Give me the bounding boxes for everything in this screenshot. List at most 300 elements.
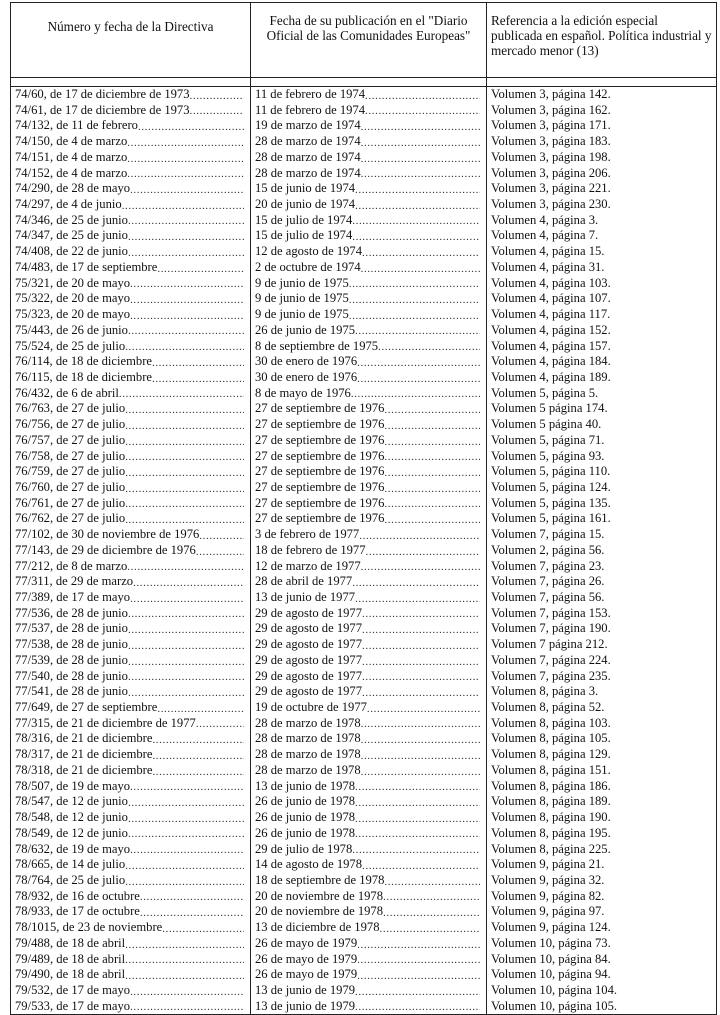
publication-date-cell-text: 29 de agosto de 1977 xyxy=(255,621,363,636)
publication-date-cell-text: 27 de septiembre de 1976 xyxy=(255,464,385,479)
edition-reference-cell xyxy=(487,150,717,166)
directive-cell xyxy=(11,637,251,653)
directive-cell xyxy=(11,496,251,512)
publication-date-cell-text: 13 de junio de 1977 xyxy=(255,590,356,604)
edition-reference-cell-text: Volumen 2, página 56. xyxy=(491,542,605,557)
table-row xyxy=(11,794,717,810)
edition-reference-cell-text: Volumen 7 página 212. xyxy=(491,637,608,652)
dot-leader xyxy=(357,357,480,370)
directive-cell xyxy=(11,621,251,637)
dot-leader xyxy=(361,121,480,134)
edition-reference-cell xyxy=(487,794,717,810)
publication-date-cell-text: 9 de junio de 1975 xyxy=(255,307,349,322)
directive-cell xyxy=(11,590,251,606)
publication-date-cell-text: 26 de junio de 1975 xyxy=(255,322,356,337)
dot-leader xyxy=(125,954,244,967)
directive-cell xyxy=(11,700,251,716)
directive-cell xyxy=(11,842,251,858)
dot-leader xyxy=(125,514,244,527)
publication-date-cell-text: 12 de marzo de 1977 xyxy=(255,558,361,573)
directive-cell xyxy=(11,433,251,449)
publication-date-cell xyxy=(251,684,487,700)
dot-leader xyxy=(355,813,480,826)
directive-cell-text: 77/649, de 27 de septiembre xyxy=(15,700,158,715)
publication-date-cell xyxy=(251,621,487,637)
directive-cell xyxy=(11,543,251,559)
edition-reference-cell xyxy=(487,543,717,559)
table-row xyxy=(11,763,717,779)
directive-cell-text: 76/115, de 18 de diciembre xyxy=(15,369,152,384)
dot-leader xyxy=(122,200,244,213)
table-row xyxy=(11,967,717,983)
publication-date-cell-text: 26 de mayo de 1979 xyxy=(255,967,358,982)
directive-cell xyxy=(11,464,251,480)
dot-leader xyxy=(351,388,480,401)
dot-leader xyxy=(130,184,244,197)
publication-date-cell xyxy=(251,763,487,779)
publication-date-cell-text: 27 de septiembre de 1976 xyxy=(255,495,385,510)
edition-reference-cell-text: Volumen 3, página 221. xyxy=(491,181,611,196)
publication-date-cell-text: 27 de septiembre de 1976 xyxy=(255,511,385,526)
table-row xyxy=(11,228,717,244)
dot-leader xyxy=(128,325,244,338)
dot-leader xyxy=(359,530,480,543)
dot-leader xyxy=(384,451,480,464)
edition-reference-cell-text: Volumen 7, página 235. xyxy=(491,668,611,683)
directive-cell xyxy=(11,653,251,669)
directive-cell xyxy=(11,731,251,747)
dot-leader xyxy=(349,278,480,291)
publication-date-cell-text: 29 de agosto de 1977 xyxy=(255,684,363,699)
directive-cell-text: 74/60, de 17 de diciembre de 1973 xyxy=(15,87,190,101)
dot-leader xyxy=(367,703,480,716)
directive-cell-text: 76/756, de 27 de julio xyxy=(15,417,126,432)
dot-leader xyxy=(140,907,244,920)
directive-cell-text: 76/761, de 27 de julio xyxy=(15,495,126,510)
edition-reference-cell xyxy=(487,244,717,260)
edition-reference-cell-text: Volumen 10, página 84. xyxy=(491,951,611,966)
edition-reference-cell xyxy=(487,684,717,700)
publication-date-cell xyxy=(251,401,487,417)
dot-leader xyxy=(128,828,244,841)
edition-reference-cell xyxy=(487,417,717,433)
directive-cell-text: 74/347, de 25 de junio xyxy=(15,228,128,243)
edition-reference-cell-text: Volumen 7, página 224. xyxy=(491,652,611,667)
directive-cell xyxy=(11,307,251,323)
publication-date-cell xyxy=(251,496,487,512)
table-row xyxy=(11,920,717,936)
directive-cell-text: 76/760, de 27 de julio xyxy=(15,479,126,494)
table-row xyxy=(11,700,717,716)
dot-leader xyxy=(128,231,244,244)
table-row xyxy=(11,999,717,1015)
table-row xyxy=(11,323,717,339)
publication-date-cell-text: 28 de marzo de 1978 xyxy=(255,762,361,777)
dot-leader xyxy=(355,200,480,213)
publication-date-cell-text: 27 de septiembre de 1976 xyxy=(255,401,385,416)
directive-cell-text: 78/507, de 19 de mayo xyxy=(15,778,131,793)
directive-cell-text: 76/759, de 27 de julio xyxy=(15,464,126,479)
edition-reference-cell xyxy=(487,511,717,527)
directive-cell xyxy=(11,920,251,936)
publication-date-cell xyxy=(251,134,487,150)
edition-reference-cell xyxy=(487,134,717,150)
edition-reference-cell-text: Volumen 9, página 21. xyxy=(491,857,605,872)
edition-reference-cell xyxy=(487,103,717,119)
publication-date-cell xyxy=(251,842,487,858)
directive-cell xyxy=(11,417,251,433)
publication-date-cell xyxy=(251,747,487,763)
edition-reference-cell xyxy=(487,904,717,920)
dot-leader xyxy=(384,420,480,433)
directive-cell xyxy=(11,213,251,229)
edition-reference-cell-text: Volumen 3, página 183. xyxy=(491,134,611,149)
edition-reference-cell xyxy=(487,889,717,905)
directive-cell xyxy=(11,999,251,1015)
table-row xyxy=(11,857,717,873)
directive-cell xyxy=(11,606,251,622)
directive-cell-text: 76/762, de 27 de julio xyxy=(15,511,126,526)
edition-reference-cell xyxy=(487,401,717,417)
dot-leader xyxy=(130,593,244,606)
table-row xyxy=(11,181,717,197)
publication-date-cell-text: 2 de octubre de 1974 xyxy=(255,259,361,274)
directive-cell-text: 78/632, de 19 de mayo xyxy=(15,841,131,856)
publication-date-cell-text: 28 de marzo de 1974 xyxy=(255,165,361,180)
edition-reference-cell xyxy=(487,700,717,716)
table-row xyxy=(11,936,717,952)
table-row xyxy=(11,370,717,386)
publication-date-cell xyxy=(251,527,487,543)
directive-cell xyxy=(11,794,251,810)
directive-cell-text: 79/532, de 17 de mayo xyxy=(15,982,131,997)
edition-reference-cell-text: Volumen 4, página 117. xyxy=(491,307,611,322)
edition-reference-cell xyxy=(487,496,717,512)
edition-reference-cell-text: Volumen 9, página 82. xyxy=(491,888,605,903)
table-row xyxy=(11,574,717,590)
edition-reference-cell-text: Volumen 4, página 3. xyxy=(491,212,599,227)
dot-leader xyxy=(352,215,480,228)
dot-leader xyxy=(362,656,480,669)
dot-leader xyxy=(362,608,480,621)
dot-leader xyxy=(384,483,480,496)
directive-cell xyxy=(11,826,251,842)
publication-date-cell xyxy=(251,197,487,213)
edition-reference-cell xyxy=(487,118,717,134)
dot-leader xyxy=(362,624,480,637)
dot-leader xyxy=(383,891,480,904)
edition-reference-cell-text: Volumen 5, página 110. xyxy=(491,464,611,479)
edition-reference-cell-text: Volumen 4, página 184. xyxy=(491,354,611,369)
edition-reference-cell-text: Volumen 5, página 93. xyxy=(491,448,605,463)
dot-leader xyxy=(196,546,244,559)
dot-leader xyxy=(190,105,244,118)
directive-cell-text: 77/539, de 28 de junio xyxy=(15,652,128,667)
directive-cell-text: 75/322, de 20 de mayo xyxy=(15,291,131,306)
publication-date-cell xyxy=(251,952,487,968)
edition-reference-cell xyxy=(487,574,717,590)
dot-leader xyxy=(361,168,480,181)
directive-cell-text: 79/490, de 18 de abril xyxy=(15,967,126,982)
directive-cell xyxy=(11,228,251,244)
publication-date-cell xyxy=(251,590,487,606)
table-row xyxy=(11,559,717,575)
table-row xyxy=(11,339,717,355)
dot-leader xyxy=(130,844,244,857)
edition-reference-cell-text: Volumen 4, página 7. xyxy=(491,228,599,243)
directive-cell-text: 78/547, de 12 de junio xyxy=(15,794,128,809)
directive-cell xyxy=(11,166,251,182)
edition-reference-cell-text: Volumen 5, página 71. xyxy=(491,432,605,447)
table-row xyxy=(11,291,717,307)
publication-date-cell xyxy=(251,543,487,559)
directive-cell-text: 77/538, de 28 de junio xyxy=(15,637,128,652)
dot-leader xyxy=(190,90,244,103)
dot-leader xyxy=(128,813,244,826)
edition-reference-cell-text: Volumen 3, página 230. xyxy=(491,197,611,212)
publication-date-cell-text: 28 de marzo de 1978 xyxy=(255,747,361,762)
publication-date-cell xyxy=(251,480,487,496)
header-spacer xyxy=(11,78,717,87)
directive-cell xyxy=(11,103,251,119)
edition-reference-cell xyxy=(487,669,717,685)
directive-cell-text: 78/933, de 17 de octubre xyxy=(15,904,140,919)
edition-reference-cell xyxy=(487,527,717,543)
dot-leader xyxy=(125,404,244,417)
publication-date-cell-text: 27 de septiembre de 1976 xyxy=(255,432,385,447)
dot-leader xyxy=(384,498,480,511)
directive-cell xyxy=(11,967,251,983)
dot-leader xyxy=(157,263,244,276)
edition-reference-cell xyxy=(487,873,717,889)
publication-date-cell-text: 29 de agosto de 1977 xyxy=(255,668,363,683)
table-row xyxy=(11,150,717,166)
directive-cell-text: 78/316, de 21 de diciembre xyxy=(15,731,153,746)
directive-cell-text: 78/932, de 16 de octubre xyxy=(15,888,140,903)
dot-leader xyxy=(128,624,244,637)
edition-reference-cell-text: Volumen 10, página 105. xyxy=(491,998,618,1013)
dot-leader xyxy=(378,341,480,354)
publication-date-cell-text: 26 de junio de 1978 xyxy=(255,810,356,825)
edition-reference-cell xyxy=(487,842,717,858)
publication-date-cell xyxy=(251,354,487,370)
publication-date-cell xyxy=(251,999,487,1015)
publication-date-cell-text: 18 de septiembre de 1978 xyxy=(255,872,385,887)
edition-reference-cell-text: Volumen 7, página 26. xyxy=(491,574,605,589)
directive-cell-text: 74/297, de 4 de junio xyxy=(15,197,122,212)
publication-date-cell xyxy=(251,779,487,795)
directive-cell-text: 77/102, de 30 de noviembre de 1976 xyxy=(15,527,200,542)
edition-reference-cell xyxy=(487,747,717,763)
dot-leader xyxy=(128,656,244,669)
edition-reference-cell-text: Volumen 5 página 40. xyxy=(491,417,602,432)
dot-leader xyxy=(362,247,480,260)
edition-reference-cell xyxy=(487,354,717,370)
directive-cell-text: 74/61, de 17 de diciembre de 1973 xyxy=(15,102,190,117)
publication-date-cell-text: 15 de julio de 1974 xyxy=(255,228,353,243)
table-row xyxy=(11,669,717,685)
dot-leader xyxy=(384,436,480,449)
publication-date-cell-text: 20 de noviembre de 1978 xyxy=(255,904,384,919)
directives-table xyxy=(10,2,717,1015)
dot-leader xyxy=(352,231,480,244)
publication-date-cell xyxy=(251,936,487,952)
directive-cell xyxy=(11,150,251,166)
directive-cell-text: 79/533, de 17 de mayo xyxy=(15,998,131,1013)
directive-cell xyxy=(11,904,251,920)
directive-cell xyxy=(11,260,251,276)
directive-cell-text: 77/389, de 17 de mayo xyxy=(15,590,131,604)
dot-leader xyxy=(196,718,244,731)
dot-leader xyxy=(128,797,244,810)
edition-reference-cell-text: Volumen 8, página 3. xyxy=(491,684,599,699)
publication-date-cell xyxy=(251,464,487,480)
header-directive: Número y fecha de la Directiva xyxy=(11,3,251,78)
edition-reference-cell-text: Volumen 8, página 103. xyxy=(491,715,611,730)
edition-reference-cell xyxy=(487,386,717,402)
directive-cell-text: 74/150, de 4 de marzo xyxy=(15,134,128,149)
dot-leader xyxy=(125,341,244,354)
directive-cell-text: 74/152, de 4 de marzo xyxy=(15,165,128,180)
publication-date-cell xyxy=(251,339,487,355)
edition-reference-cell xyxy=(487,307,717,323)
dot-leader xyxy=(152,357,244,370)
publication-date-cell-text: 29 de agosto de 1977 xyxy=(255,652,363,667)
directive-cell xyxy=(11,511,251,527)
table-row xyxy=(11,590,717,606)
directive-cell xyxy=(11,527,251,543)
publication-date-cell xyxy=(251,967,487,983)
edition-reference-cell xyxy=(487,731,717,747)
dot-leader xyxy=(152,750,244,763)
directive-cell xyxy=(11,87,251,103)
dot-leader xyxy=(125,483,244,496)
directive-cell-text: 77/143, de 29 de diciembre de 1976 xyxy=(15,542,196,557)
dot-leader xyxy=(384,404,480,417)
edition-reference-cell-text: Volumen 7, página 15. xyxy=(491,527,605,542)
publication-date-cell xyxy=(251,904,487,920)
dot-leader xyxy=(384,876,480,889)
publication-date-cell xyxy=(251,276,487,292)
publication-date-cell xyxy=(251,244,487,260)
dot-leader xyxy=(361,153,480,166)
edition-reference-cell xyxy=(487,323,717,339)
publication-date-cell-text: 27 de septiembre de 1976 xyxy=(255,417,385,432)
edition-reference-cell-text: Volumen 8, página 105. xyxy=(491,731,611,746)
edition-reference-cell xyxy=(487,228,717,244)
directive-cell-text: 77/540, de 28 de junio xyxy=(15,668,128,683)
edition-reference-cell xyxy=(487,433,717,449)
publication-date-cell xyxy=(251,653,487,669)
directive-cell xyxy=(11,889,251,905)
directive-cell-text: 74/346, de 25 de junio xyxy=(15,212,128,227)
table-row xyxy=(11,118,717,134)
edition-reference-cell-text: Volumen 8, página 195. xyxy=(491,825,611,840)
directive-cell xyxy=(11,197,251,213)
table-row xyxy=(11,810,717,826)
edition-reference-cell-text: Volumen 4, página 103. xyxy=(491,275,611,290)
edition-reference-cell xyxy=(487,590,717,606)
edition-reference-cell-text: Volumen 8, página 189. xyxy=(491,794,611,809)
edition-reference-cell-text: Volumen 3, página 171. xyxy=(491,118,611,133)
directive-cell-text: 77/311, de 29 de marzo xyxy=(15,574,134,589)
dot-leader xyxy=(366,546,480,559)
directive-cell-text: 74/151, de 4 de marzo xyxy=(15,149,128,164)
dot-leader xyxy=(384,467,480,480)
edition-reference-cell-text: Volumen 4, página 31. xyxy=(491,259,605,274)
edition-reference-cell xyxy=(487,999,717,1015)
dot-leader xyxy=(365,90,480,103)
directive-cell-text: 75/321, de 20 de mayo xyxy=(15,275,131,290)
table-row xyxy=(11,684,717,700)
edition-reference-cell xyxy=(487,716,717,732)
dot-leader xyxy=(128,671,244,684)
table-body xyxy=(11,87,717,1015)
header-publication-date: Fecha de su publicación en el "Diario Oficial de las Comunidades Europeas" xyxy=(251,3,487,78)
table-row xyxy=(11,653,717,669)
publication-date-cell-text: 9 de junio de 1975 xyxy=(255,275,349,290)
dot-leader xyxy=(125,420,244,433)
dot-leader xyxy=(384,514,480,527)
publication-date-cell xyxy=(251,150,487,166)
directive-cell-text: 79/489, de 18 de abril xyxy=(15,951,126,966)
dot-leader xyxy=(355,986,480,999)
dot-leader xyxy=(140,891,244,904)
edition-reference-cell-text: Volumen 7, página 153. xyxy=(491,605,611,620)
table-row xyxy=(11,166,717,182)
dot-leader xyxy=(361,766,480,779)
publication-date-cell xyxy=(251,873,487,889)
dot-leader xyxy=(133,577,244,590)
publication-date-cell-text: 20 de junio de 1974 xyxy=(255,197,356,212)
dot-leader xyxy=(130,278,244,291)
edition-reference-cell-text: Volumen 8, página 190. xyxy=(491,810,611,825)
directive-cell xyxy=(11,716,251,732)
edition-reference-cell xyxy=(487,621,717,637)
dot-leader xyxy=(352,844,480,857)
table-row xyxy=(11,401,717,417)
dot-leader xyxy=(162,923,244,936)
directive-cell xyxy=(11,370,251,386)
table-row xyxy=(11,543,717,559)
table-row xyxy=(11,496,717,512)
publication-date-cell xyxy=(251,669,487,685)
dot-leader xyxy=(127,561,244,574)
dot-leader xyxy=(125,451,244,464)
publication-date-cell-text: 26 de junio de 1978 xyxy=(255,794,356,809)
publication-date-cell xyxy=(251,449,487,465)
table-row xyxy=(11,197,717,213)
directive-cell-text: 77/541, de 28 de junio xyxy=(15,684,128,699)
table-row xyxy=(11,889,717,905)
dot-leader xyxy=(380,923,481,936)
publication-date-cell xyxy=(251,213,487,229)
table-header xyxy=(11,3,717,78)
directive-cell xyxy=(11,669,251,685)
edition-reference-cell xyxy=(487,936,717,952)
publication-date-cell xyxy=(251,716,487,732)
dot-leader xyxy=(138,121,244,134)
dot-leader xyxy=(357,970,480,983)
table-row xyxy=(11,983,717,999)
edition-reference-cell xyxy=(487,87,717,103)
publication-date-cell xyxy=(251,260,487,276)
dot-leader xyxy=(355,828,480,841)
publication-date-cell-text: 27 de septiembre de 1976 xyxy=(255,479,385,494)
dot-leader xyxy=(125,436,244,449)
dot-leader xyxy=(355,797,480,810)
publication-date-cell xyxy=(251,700,487,716)
